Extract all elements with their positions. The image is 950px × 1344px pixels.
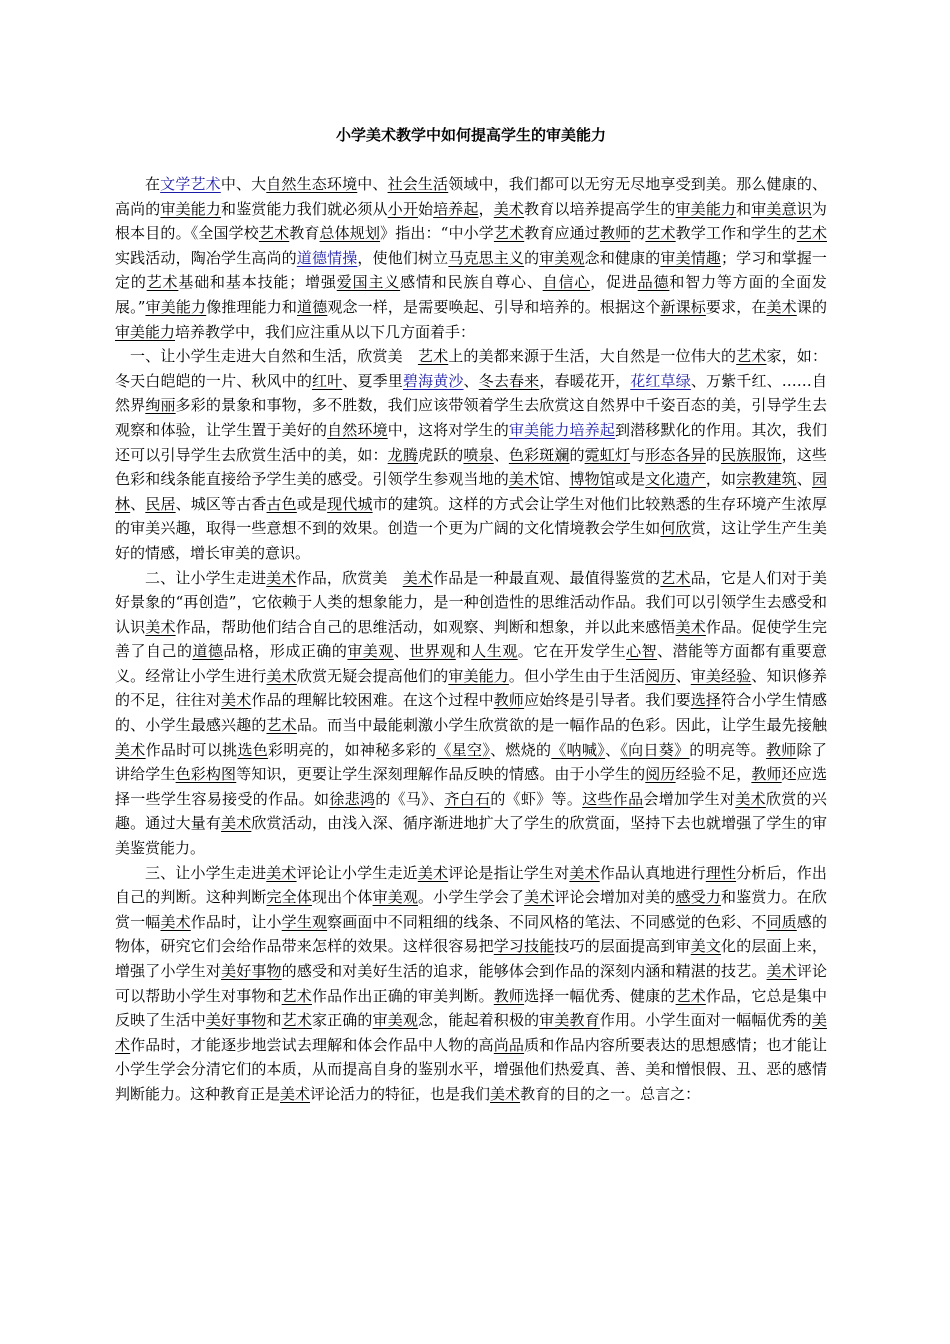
text-run: 感的物体，研究它们会给作品带来怎样的效果。这样很容易把 (115, 912, 827, 956)
text-link[interactable]: 自信心 (542, 273, 591, 292)
text-run: 念和健康的 (584, 248, 661, 267)
text-link[interactable]: 世界观 (409, 642, 456, 661)
text-link[interactable]: 阅历 (645, 765, 676, 784)
text-link[interactable]: 道德 (192, 642, 224, 661)
text-link[interactable]: 艺术 (146, 273, 179, 292)
text-link[interactable]: 美术 (735, 789, 766, 808)
text-run: 念，能起着积极的 (418, 1011, 540, 1030)
text-link[interactable]: 碧海黄沙 (402, 371, 464, 390)
document-body (115, 172, 827, 1107)
text-link[interactable]: 艺术 (675, 986, 706, 1005)
text-link[interactable]: 美术 (280, 1084, 311, 1103)
text-link[interactable]: 尚品 (493, 1035, 525, 1054)
text-run: 或是 (296, 494, 328, 513)
text-run: 和智力等方面的全面发展。” (115, 273, 827, 316)
text-run: 中、 (357, 175, 388, 193)
text-run: 评论可以帮助小学生对事物和 (115, 962, 827, 1005)
text-link[interactable]: 文学艺术 (160, 175, 221, 193)
text-run: 、 (130, 494, 146, 513)
text-link[interactable]: 同质 (766, 912, 797, 931)
text-run: 。小学生学会了 (418, 888, 525, 907)
text-link[interactable]: 社会生活 (387, 175, 449, 193)
text-link[interactable]: 这些作品 (582, 789, 644, 808)
text-run: 和 (455, 642, 472, 661)
text-run: 现出个体 (311, 888, 373, 907)
text-run: 感情和民族自尊心、 (400, 273, 543, 292)
text-run: 领域中，我们都可以无穷无尽地享受到美。那么健康的、高尚的 (115, 175, 827, 218)
text-link[interactable]: 教师 (493, 691, 525, 710)
text-link[interactable]: 学习技能 (493, 937, 555, 956)
text-link[interactable]: 选色 (237, 740, 269, 759)
text-link[interactable]: 艺术 (796, 224, 827, 243)
text-run: 评论是指让学生对 (448, 863, 570, 882)
paragraph-section-2 (115, 566, 827, 861)
text-run: 。但小学生由于生活 (508, 666, 646, 685)
text-run: 应始终是引导者。我们要 (524, 691, 691, 710)
text-link[interactable]: 审美观 (372, 1011, 419, 1030)
text-link[interactable]: 美术 (221, 814, 252, 833)
text-run: 分析后，作出自己的判断。这种判断 (115, 863, 827, 907)
text-link[interactable]: 文化遗产 (645, 470, 706, 489)
text-link[interactable]: 自然生态环境 (266, 175, 358, 193)
text-link[interactable]: 形态各异 (645, 445, 706, 464)
text-run: 教学工作和学生的 (675, 224, 797, 243)
text-link[interactable]: 教师 (493, 986, 525, 1005)
text-run: ，春暖花开， (539, 371, 631, 390)
text-run: 经验不足， (675, 765, 752, 784)
text-link[interactable]: 审美能力 (160, 199, 222, 218)
text-link[interactable]: 品德 (637, 273, 670, 292)
text-run: 、潜能等方面都有重要意义。经常让小学生进行 (115, 642, 827, 685)
text-run: ；学习和掌握一定的 (115, 248, 827, 292)
text-run: 评论让小学生走近 (296, 863, 418, 882)
text-run: ，使他们树立 (357, 248, 449, 267)
text-link[interactable]: 美术 (266, 568, 297, 587)
text-run: 欣赏无疑会提高他们的 (296, 666, 449, 685)
text-run: 的 (705, 445, 721, 464)
text-run: 多彩的景象和事物，多不胜数，我们应该带领着学生去欣赏这自然界中千姿百态的美，引导学生去观察和体验，让学生置于美好的 (115, 396, 827, 439)
text-run: 、燃烧的 (490, 740, 552, 759)
text-link[interactable]: 总体规划 (319, 224, 381, 243)
text-link[interactable]: 审美经验 (690, 666, 752, 685)
text-link[interactable]: 选择 (690, 691, 722, 710)
text-link[interactable]: 美术 (524, 888, 555, 907)
text-run: 》指出：“中小学 (380, 224, 494, 243)
text-run: 、 (605, 740, 621, 759)
text-link[interactable]: 审美教育 (539, 1011, 600, 1030)
text-run: 和 (266, 1011, 282, 1030)
text-link[interactable]: 美术 (402, 568, 434, 587)
text-link[interactable]: 美术 (115, 740, 146, 759)
text-link[interactable]: 学生观 (281, 912, 328, 931)
text-run: 察画面中不同粗细的线条、不同风格的笔法、不同感觉的色彩、不 (327, 912, 767, 931)
text-run: 家，如：冬天白皑皑的一片、秋风中的 (115, 347, 827, 390)
text-run: 的 (524, 248, 540, 267)
text-run: 评论会增加对美的 (554, 888, 676, 907)
text-link[interactable]: 艺术 (660, 568, 691, 587)
text-run: 、 (796, 470, 812, 489)
text-run: 教育的目的之一。总言之： (520, 1084, 701, 1103)
text-link[interactable]: 何欣 (660, 519, 691, 538)
text-link[interactable]: 美术 (766, 297, 797, 316)
text-link[interactable]: 宗教建筑 (736, 470, 797, 489)
text-run: 欣赏的兴趣。通过大量有 (115, 789, 827, 833)
text-link[interactable]: 审美观 (372, 888, 419, 907)
text-run: 在 (145, 175, 161, 193)
text-link[interactable]: 美术 (266, 666, 297, 685)
text-link[interactable]: 美术 (221, 691, 252, 710)
text-run: 始 (417, 199, 434, 218)
paragraph-intro (115, 172, 827, 344)
text-run: 、 (675, 666, 691, 685)
text-run: 和鉴赏力。在欣赏一幅 (115, 888, 827, 931)
text-link[interactable]: 美术 (493, 199, 525, 218)
text-link[interactable]: 道德情操 (296, 248, 358, 267)
text-link[interactable]: 徐悲鸿 (329, 789, 376, 808)
text-link[interactable]: 喷泉 (463, 445, 494, 464)
text-run: 技巧的层面提高到审 (554, 937, 691, 956)
paragraph-section-3 (115, 861, 827, 1107)
text-link[interactable]: 美术 (766, 962, 797, 980)
text-run: 、夏季里 (342, 371, 403, 390)
text-run: 除了讲给学生 (115, 740, 827, 784)
text-run: 的明亮等。 (689, 740, 766, 759)
text-run: 三、让小学生走进 (145, 863, 267, 882)
text-run: 作品时，让小 (190, 912, 282, 931)
text-link[interactable]: 美术 (160, 912, 191, 931)
text-link[interactable]: 新课标 (660, 297, 706, 316)
text-link[interactable]: 绚丽 (145, 396, 176, 415)
text-link[interactable]: 艺术 (417, 347, 449, 366)
text-run: 作品认真地进行 (599, 863, 706, 882)
text-link[interactable]: 园林 (115, 470, 827, 513)
text-run: 与 (630, 445, 646, 464)
text-run: ， (478, 199, 494, 218)
text-link[interactable]: 审美意识 (751, 199, 812, 218)
text-link[interactable]: 审美能力 (675, 199, 737, 218)
text-link[interactable]: 美好事物 (205, 1011, 267, 1030)
text-run: 到潜移默化的作用。其次，我们还可以引导学生去欣赏生活中的美，如： (115, 420, 827, 464)
text-link[interactable]: 美术 (266, 863, 297, 882)
text-link[interactable]: 美术 (490, 1084, 521, 1103)
text-link[interactable]: 美术 (569, 863, 600, 882)
text-link[interactable]: 美术 (145, 617, 176, 636)
text-run: 会增加学生对 (643, 789, 736, 808)
text-link[interactable]: 色彩斑斓 (508, 445, 570, 464)
text-link[interactable]: 现代城 (327, 494, 373, 513)
text-run: 作品。促使学生完善了自己的 (115, 617, 827, 661)
text-link[interactable]: 《星空》 (436, 740, 491, 759)
text-link[interactable]: 审美观 (539, 248, 585, 267)
text-link[interactable]: 色彩构图 (175, 765, 237, 784)
text-run: 、知识修养的不足，往往对 (115, 666, 827, 710)
text-run: 和 (736, 199, 752, 218)
text-link[interactable]: 艺术 (281, 986, 312, 1005)
text-run: 的 (630, 224, 646, 243)
text-run: 馆、 (539, 470, 570, 489)
text-run: 作品的理解比较困难。在这个过程中 (251, 691, 494, 710)
text-run: 作品，它总是集中反映了生活中 (115, 986, 827, 1030)
text-run: 观念一样，是需要唤起、引导和培养的。根据这个 (327, 297, 661, 316)
text-run: 中、大 (220, 175, 267, 193)
text-link[interactable]: 艺术 (281, 1011, 312, 1030)
text-link[interactable]: 艺术 (493, 224, 525, 243)
text-run: 中，这将对学生的 (387, 420, 509, 439)
text-run: 、 (393, 642, 410, 661)
text-run: 和鉴赏能力我们就必须从 (221, 199, 388, 218)
text-run: 课的 (796, 297, 827, 316)
text-link[interactable]: 齐白石 (444, 789, 491, 808)
paragraph-section-1 (115, 344, 827, 565)
text-link[interactable]: 马克思主义 (448, 248, 525, 267)
text-link[interactable]: 美术 (675, 617, 706, 636)
text-run: 、 (493, 445, 509, 464)
text-run: 符合小学生情感的、小学生最感兴趣的 (115, 691, 827, 735)
text-link[interactable]: 美好事物 (221, 962, 282, 980)
text-run: ，如 (705, 470, 737, 489)
text-run: 家正确的 (311, 1011, 373, 1030)
text-link[interactable]: 美术 (115, 1011, 827, 1054)
text-run: 二、让小学生走进 (145, 568, 267, 587)
text-run: 等知识，更要让学生深刻理解作品反映的情感。由于小学生的 (236, 765, 646, 784)
text-run: 化的层面上来，增强了小学生对 (115, 937, 827, 980)
text-link[interactable]: 完全体 (266, 888, 312, 907)
text-link[interactable]: 自然环境 (327, 420, 388, 439)
text-run: 品，它是人们对于美好景象的“再创造”，它依赖于人类的想象能力，是一种创造性的思维活动作品。我们可以引领学生去感受和认识 (115, 568, 827, 636)
text-link[interactable]: 理性 (705, 863, 737, 882)
text-run: 的《马》、 (375, 789, 445, 808)
text-run: ，这些色彩和线条能直接给予学生美的感受。引领学生参观当地的 (115, 445, 827, 489)
text-run: 还应选择一些学生容易接受的作品。如 (115, 765, 827, 808)
text-run: 作品，欣赏美 (296, 568, 403, 587)
text-link[interactable]: 红叶 (311, 371, 343, 390)
text-run: 、城区等古香 (175, 494, 267, 513)
text-run: 要求，在 (705, 297, 767, 316)
text-run: 品格，形成正确的 (223, 642, 348, 661)
text-link[interactable]: 花红草绿 (630, 371, 691, 390)
text-link[interactable]: 心智 (626, 642, 658, 661)
text-run: 赏，这让学生产生美好的情感，增长审美的意识。 (115, 519, 827, 562)
text-run: 像推理能力和 (206, 297, 298, 316)
text-run: 评论活力的特征，也是我们 (310, 1084, 491, 1103)
text-link[interactable]: 冬去春来 (478, 371, 540, 390)
text-run: 市的建筑。这样的方式会让学生对他们比较熟悉的生存环境产生浓厚的审美兴趣，取得一些意想不到的效果。创造一个更为广阔的文化情境教会学生如 (115, 494, 827, 538)
text-run: 的《虾》等。 (490, 789, 583, 808)
text-run: 、 (463, 371, 479, 390)
text-run: 品。而当中最能刺激小学生欣赏欲的是一幅作品的色彩。因此，让学生最先接触 (296, 716, 827, 735)
text-run: 、万紫千红、……自然界 (115, 371, 827, 415)
text-run: 作品是一种最直观、最值得鉴赏的 (433, 568, 661, 587)
text-link[interactable]: 民居 (145, 494, 176, 513)
text-link[interactable]: 人生观 (471, 642, 518, 661)
text-run: 上的美都来源于生活，大自然是一位伟大的 (448, 347, 737, 366)
text-link[interactable]: 审美能力 (145, 297, 207, 316)
text-run: 教育 (289, 224, 320, 243)
text-link[interactable]: 美术 (508, 470, 540, 489)
text-run: 教育以培养提高学生的 (524, 199, 676, 218)
text-link[interactable]: 审美能力培养起 (508, 420, 615, 439)
text-run: 选择一幅优秀、健康的 (524, 986, 676, 1005)
text-link[interactable]: 民族服饰 (720, 445, 782, 464)
text-link[interactable]: 审美情趣 (660, 248, 722, 267)
text-run: 或是 (614, 470, 646, 489)
text-run: 虎跃的 (417, 445, 464, 464)
text-run: 的感受和对美好生活的追求，能够体会到作品的深刻内涵和精湛的技艺。 (281, 962, 767, 980)
text-run: 质和作品内容所要表达的思想感情；也才能让小学生学会分清它们的本质，从而提高自身的鉴别水平，增强他们热爱真、善、美和憎恨假、丑、恶的感情判断能力。这种教育正是 (115, 1035, 827, 1103)
text-run: ，促进 (590, 273, 638, 292)
text-link[interactable]: 审美能力 (115, 322, 176, 341)
text-run: 欣赏活动，由浅入深、循序渐进地扩大了学生的欣赏面，坚持下去也就增强了学生的审美鉴赏能力。 (115, 814, 827, 858)
text-link[interactable]: 教师 (599, 224, 631, 243)
text-run: 彩明亮的，如神秘多彩的 (268, 740, 437, 759)
text-link[interactable]: 古色 (266, 494, 297, 513)
text-run: 。它在开发学生 (517, 642, 627, 661)
text-link[interactable]: 艺术 (645, 224, 676, 243)
text-link[interactable]: 教师 (765, 740, 797, 759)
text-run: 作用。小学生面对一幅幅优秀的 (599, 1011, 812, 1030)
document-title: 小学美术教学中如何提高学生的审美能力 (335, 126, 606, 144)
text-run: 为根本目的。《全国学校 (115, 199, 827, 243)
text-link[interactable]: 《呐喊》 (551, 740, 606, 759)
text-run: 基础和基本技能；增强 (178, 273, 337, 292)
text-run: 作品时可以挑 (145, 740, 238, 759)
text-link[interactable]: 美术 (417, 863, 449, 882)
text-link[interactable]: 培养起 (433, 199, 479, 218)
text-link[interactable]: 审美能力 (448, 666, 509, 685)
text-link[interactable]: 美文 (690, 937, 722, 956)
text-link[interactable]: 博物馆 (569, 470, 615, 489)
text-link[interactable]: 艺术 (736, 347, 767, 366)
text-link[interactable]: 艺术 (266, 716, 297, 735)
text-link[interactable]: 感受力 (675, 888, 722, 907)
text-link[interactable]: 道德 (297, 297, 328, 316)
text-link[interactable]: 《向日葵》 (620, 740, 690, 759)
text-link[interactable]: 教师 (751, 765, 782, 784)
text-run: 培养教学中，我们应注重从以下几方面着手： (175, 322, 476, 341)
text-link[interactable]: 审美观 (347, 642, 394, 661)
text-run: 实践活动，陶冶学生高尚的 (115, 248, 297, 267)
text-run: 作品，帮助他们结合自己的思维活动，如观察、判断和想象，并以此来感悟 (175, 617, 676, 636)
text-link[interactable]: 小开 (387, 199, 418, 218)
text-run: 作品作出正确的审美判断。 (311, 986, 494, 1005)
text-run: 一、让小学生走进大自然和生活，欣赏美 (130, 347, 418, 366)
text-link[interactable]: 阅历 (645, 666, 676, 685)
text-link[interactable]: 艺术 (258, 224, 290, 243)
text-run: 教育应通过 (524, 224, 600, 243)
text-link[interactable]: 霓虹灯 (584, 445, 631, 464)
text-run: 作品时，才能逐步地尝试去理解和体会作品中人物的高 (130, 1035, 494, 1054)
text-link[interactable]: 龙腾 (387, 445, 418, 464)
text-run: 的 (569, 445, 585, 464)
text-link[interactable]: 爱国主义 (336, 273, 401, 292)
document-page (115, 125, 827, 1107)
